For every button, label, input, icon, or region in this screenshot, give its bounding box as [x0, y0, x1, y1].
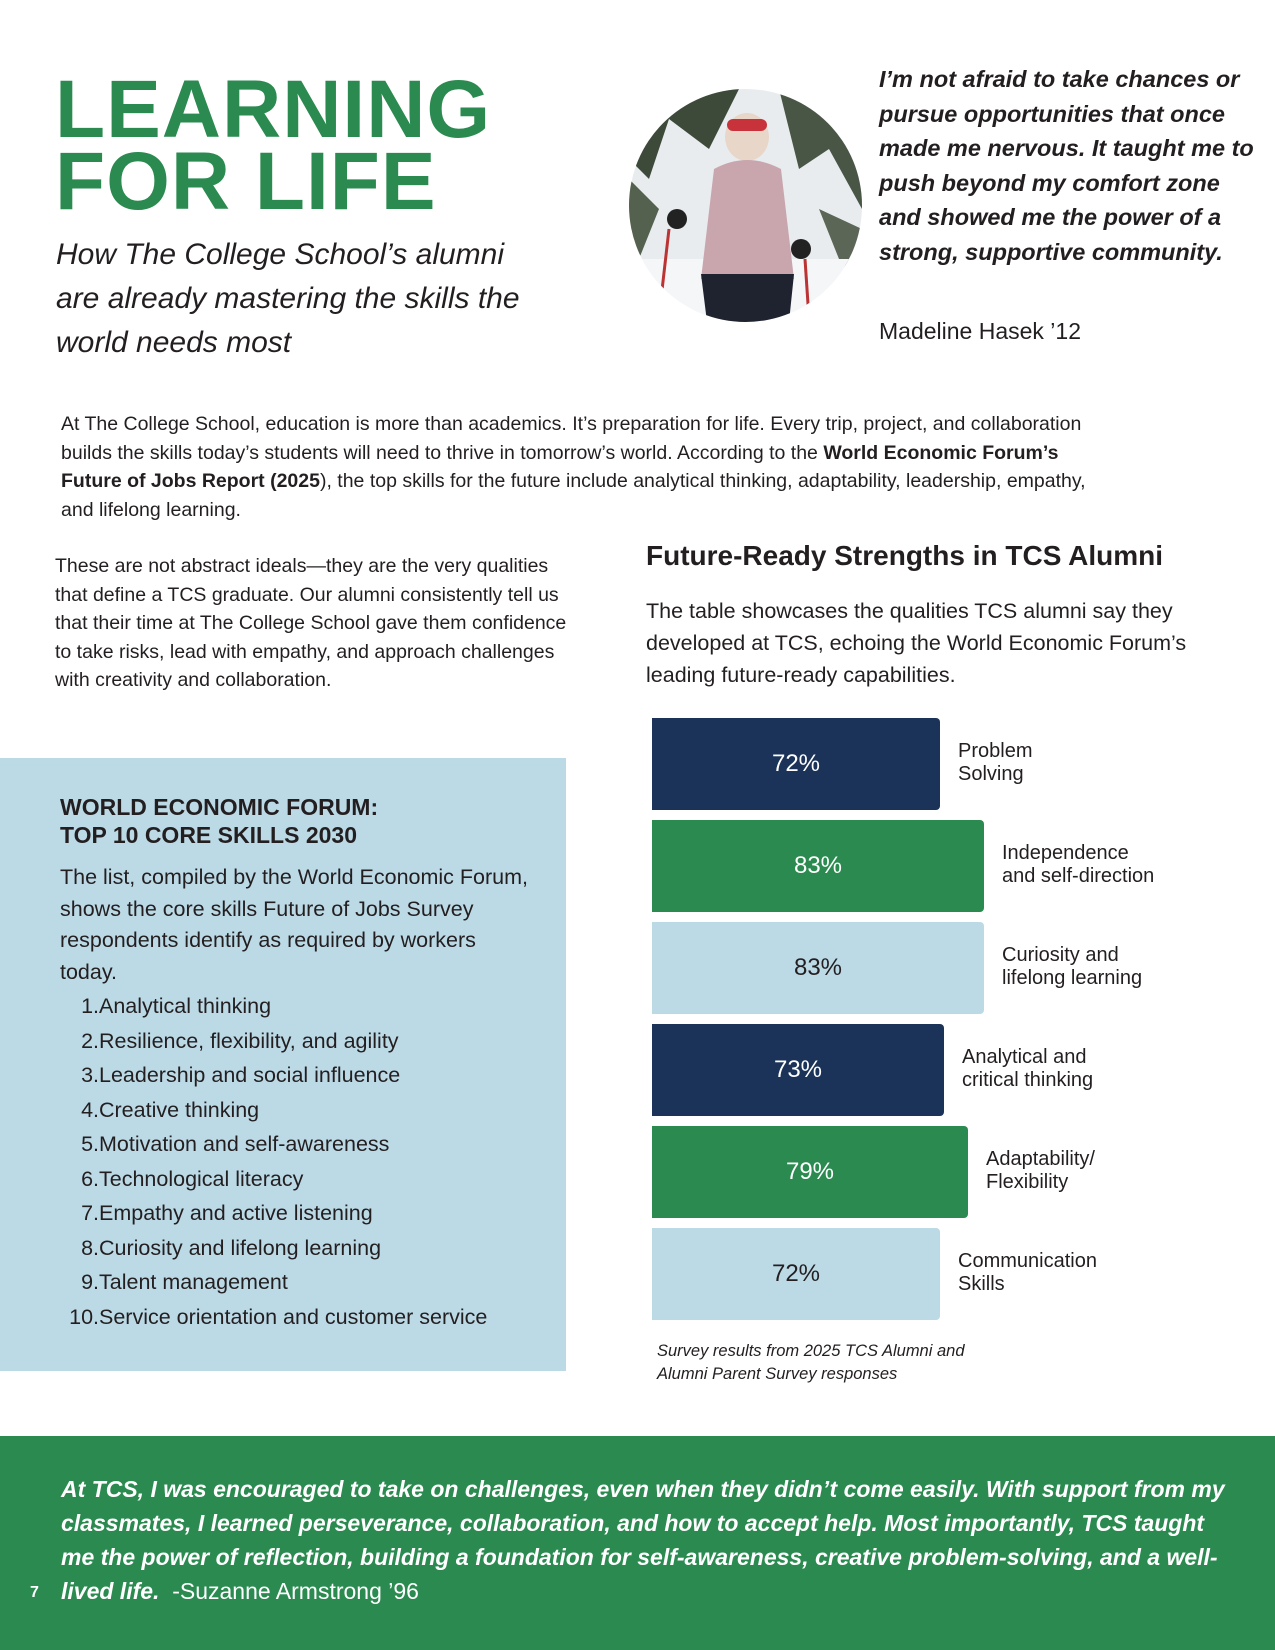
- chart-bar: [652, 1126, 968, 1218]
- list-item-number: 6.: [81, 1166, 99, 1191]
- bar-category-label-line: Communication: [958, 1250, 1097, 1272]
- list-item-label: Leadership and social influence: [99, 1063, 401, 1087]
- list-item-label: Empathy and active listening: [99, 1201, 373, 1225]
- list-item: [66, 1265, 487, 1300]
- intro-text-2: ), the top skills for the future include analytical thinking, adaptability, leadership, empathy, and lifelong learning.: [61, 470, 1086, 521]
- wef-skills-box: [0, 758, 566, 1371]
- strengths-bar-chart: [652, 718, 1252, 1318]
- bar-category-label: [1002, 944, 1232, 990]
- bar-category-label: [986, 1148, 1216, 1194]
- list-item-number: 10.: [69, 1304, 99, 1329]
- bar-category-label-line: critical thinking: [962, 1069, 1094, 1091]
- chart-bar: [652, 820, 984, 912]
- page-title: [55, 64, 492, 227]
- survey-note: Survey results from 2025 TCS Alumni and Alumni Parent Survey responses: [657, 1342, 965, 1383]
- list-item-label: Technological literacy: [99, 1166, 304, 1191]
- footer-quote-text: At TCS, I was encouraged to take on challenges, even when they didn’t come easily. With support from my classmates, I learned perseverance, collaboration, and how to accept help. Most importantly, TCS taught me the power of reflection, building a foundation for self-awareness, creative problem-solving, and a well-lived life.: [61, 1476, 1225, 1604]
- list-item-number: 3.: [81, 1063, 99, 1087]
- wef-box-title: [60, 793, 378, 849]
- list-item-label: Talent management: [99, 1270, 288, 1294]
- page-number: 7: [30, 1584, 39, 1601]
- list-item-label: Motivation and self-awareness: [99, 1132, 390, 1156]
- list-item: [66, 1300, 487, 1335]
- intro-paragraph: [61, 410, 1121, 524]
- bar-value-label: 72%: [771, 1260, 821, 1287]
- title-line-1: LEARNING: [55, 64, 492, 155]
- wef-title-line-2: TOP 10 CORE SKILLS 2030: [60, 822, 357, 848]
- wef-skills-list: [66, 989, 487, 1334]
- list-item-label: Analytical thinking: [99, 994, 272, 1018]
- list-item-label: Creative thinking: [99, 1097, 260, 1122]
- bar-category-label-line: and self-direction: [1002, 865, 1155, 887]
- bar-category-label: [1002, 842, 1232, 888]
- list-item-number: 5.: [81, 1132, 99, 1156]
- list-item: [66, 1093, 487, 1128]
- page-subtitle: How The College School’s alumni are already mastering the skills the world needs most: [56, 238, 520, 359]
- bar-value-label: 79%: [785, 1158, 835, 1185]
- bar-category-label-line: Solving: [958, 763, 1024, 785]
- bar-category-label-line: Flexibility: [986, 1171, 1069, 1193]
- list-item-label: Service orientation and customer service: [99, 1304, 488, 1329]
- footer-quote-author: -Suzanne Armstrong ’96: [172, 1578, 419, 1604]
- list-item: [66, 1127, 487, 1162]
- list-item: [66, 1162, 487, 1197]
- alumni-quote-author: Madeline Hasek ’12: [879, 318, 1082, 344]
- list-item-number: 8.: [81, 1235, 99, 1260]
- chart-description: The table showcases the qualities TCS alumni say they developed at TCS, echoing the World Economic Forum’s leading future-ready capabilities.: [646, 599, 1187, 687]
- bar-category-label-line: Skills: [958, 1273, 1005, 1295]
- list-item-number: 7.: [81, 1201, 99, 1225]
- alumni-quote: I’m not afraid to take chances or pursue opportunities that once made me nervous. It taught me to push beyond my comfort zone and showed me the power of a strong, supportive community.: [879, 66, 1254, 265]
- chart-bar: [652, 1024, 944, 1116]
- bar-category-label-line: Adaptability/: [986, 1148, 1095, 1170]
- intro-report-name: World Economic Forum’s Future of Jobs Report (2025: [61, 441, 1059, 492]
- chart-bar: [652, 922, 984, 1014]
- bar-category-label: [962, 1046, 1192, 1092]
- footer-band: [0, 1436, 1275, 1650]
- list-item: [66, 1058, 487, 1093]
- bar-category-label: [958, 1250, 1188, 1296]
- bar-value-label: 83%: [793, 852, 843, 879]
- bar-category-label: [958, 740, 1188, 786]
- bar-category-label-line: lifelong learning: [1002, 967, 1143, 989]
- alumni-photo: [629, 89, 862, 322]
- list-item-number: 9.: [81, 1270, 99, 1294]
- chart-bar: [652, 718, 940, 810]
- bar-value-label: 72%: [771, 750, 821, 777]
- list-item-number: 1.: [81, 994, 99, 1018]
- list-item: [66, 1196, 487, 1231]
- bar-category-label-line: Problem: [958, 740, 1033, 762]
- list-item-number: 4.: [81, 1097, 99, 1122]
- wef-title-line-1: WORLD ECONOMIC FORUM:: [60, 794, 379, 820]
- title-line-2: FOR LIFE: [55, 136, 437, 227]
- wef-box-description: The list, compiled by the World Economic Forum, shows the core skills Future of Jobs Survey respondents identify as required by workers today.: [60, 865, 528, 984]
- graduate-qualities-paragraph: These are not abstract ideals—they are the very qualities that define a TCS graduate. Our alumni consistently tell us that their time at The College School gave them confidence to take risks, lead with empathy, and approach challenges with creativity and collaboration.: [55, 555, 567, 691]
- list-item-label: Curiosity and lifelong learning: [99, 1235, 382, 1260]
- chart-bar: [652, 1228, 940, 1320]
- bar-category-label-line: Analytical and: [962, 1046, 1087, 1068]
- list-item: [66, 989, 487, 1024]
- footer-quote: [61, 1472, 1231, 1608]
- list-item: [66, 1024, 487, 1059]
- list-item-label: Resilience, flexibility, and agility: [99, 1028, 399, 1053]
- bar-value-label: 83%: [793, 954, 843, 981]
- bar-category-label-line: Independence: [1002, 842, 1129, 864]
- list-item: [66, 1231, 487, 1266]
- bar-value-label: 73%: [773, 1056, 823, 1083]
- bar-category-label-line: Curiosity and: [1002, 944, 1119, 966]
- chart-title: Future-Ready Strengths in TCS Alumni: [646, 540, 1163, 571]
- intro-text-1: At The College School, education is more than academics. It’s preparation for life. Every trip, project, and collaboration builds the skills today’s students will need to thrive in tomorrow’s world. According to the: [61, 413, 1082, 464]
- list-item-number: 2.: [81, 1028, 99, 1053]
